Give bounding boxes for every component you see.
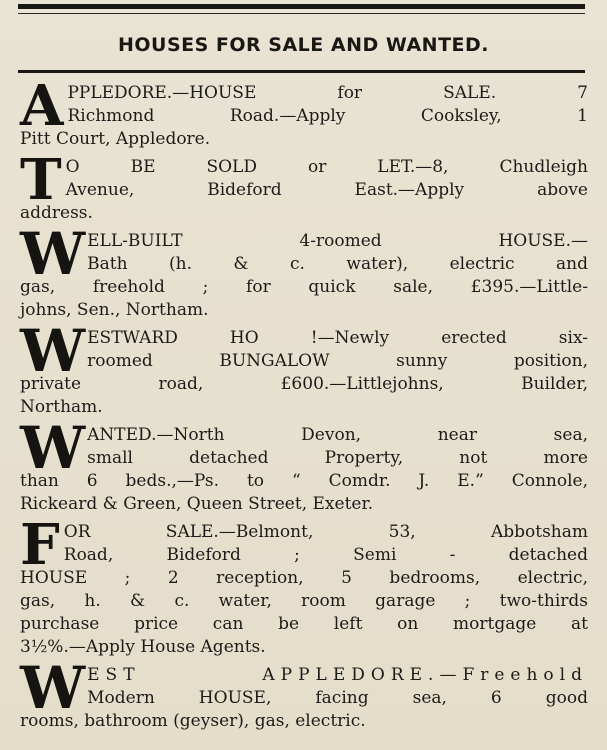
ad-line: gas, freehold ; for quick sale, £395.—Little- [20,277,588,297]
ad-line: Modern HOUSE, facing sea, 6 good [87,688,588,708]
classified-ads [20,73,588,738]
ad-line: than 6 beds.,—Ps. to “ Comdr. J. E.” Connole, [20,471,588,491]
ad-line: small detached Property, not more [87,448,588,468]
drop-cap: A [20,73,64,139]
ad-line: Richmond Road.—Apply Cooksley, 1 [67,106,588,126]
ad-line: Pitt Court, Appledore. [20,129,211,149]
ad-line: PPLEDORE.—HOUSE for SALE. 7 [67,83,588,103]
drop-cap: W [20,220,86,288]
ad-line: johns, Sen., Northam. [20,300,209,320]
ad-appledore-house [20,73,588,151]
ad-line: Road, Bideford ; Semi - detached [63,545,588,565]
ad-line: Avenue, Bideford East.—Apply above [65,180,588,200]
ad-line: HOUSE ; 2 reception, 5 bedrooms, electric, [20,568,588,588]
top-rule [18,4,585,9]
drop-cap: W [20,317,86,385]
ad-line: O BE SOLD or LET.—8, Chudleigh [65,157,588,177]
drop-cap: F [20,512,60,578]
section-heading: HOUSES FOR SALE AND WANTED. [117,34,490,56]
ad-wanted [20,414,588,516]
ad-line: OR SALE.—Belmont, 53, Abbotsham [63,522,588,542]
ad-line: ANTED.—North Devon, near sea, [87,425,588,445]
ad-line: 3½%.—Apply House Agents. [20,637,266,657]
ad-line: purchase price can be left on mortgage at [20,614,588,634]
ad-line: Northam. [20,397,103,417]
drop-cap: T [20,147,62,213]
ad-for-sale-belmont [20,512,588,659]
ad-line: Bath (h. & c. water), electric and [87,254,588,274]
ad-line: address. [20,203,93,223]
ad-line: rooms, bathroom (geyser), gas, electric. [20,711,366,731]
heading-rule [18,70,585,73]
ad-westward-ho [20,317,588,419]
ad-line: ELL-BUILT 4-roomed HOUSE.— [87,231,588,251]
drop-cap: W [20,414,86,482]
ad-line: EST APPLEDORE.—Freehold [87,665,588,685]
drop-cap: W [20,654,86,722]
ad-line: roomed BUNGALOW sunny position, [87,351,588,371]
top-rule-thin [18,13,585,14]
ad-well-built [20,220,588,322]
ad-line: gas, h. & c. water, room garage ; two-thirds [20,591,588,611]
ad-to-be-sold [20,147,588,225]
ad-line: Rickeard & Green, Queen Street, Exeter. [20,494,374,514]
ad-west-appledore [20,654,588,733]
ad-line: private road, £600.—Littlejohns, Builder, [20,374,588,394]
ad-line: ESTWARD HO !—Newly erected six- [87,328,588,348]
